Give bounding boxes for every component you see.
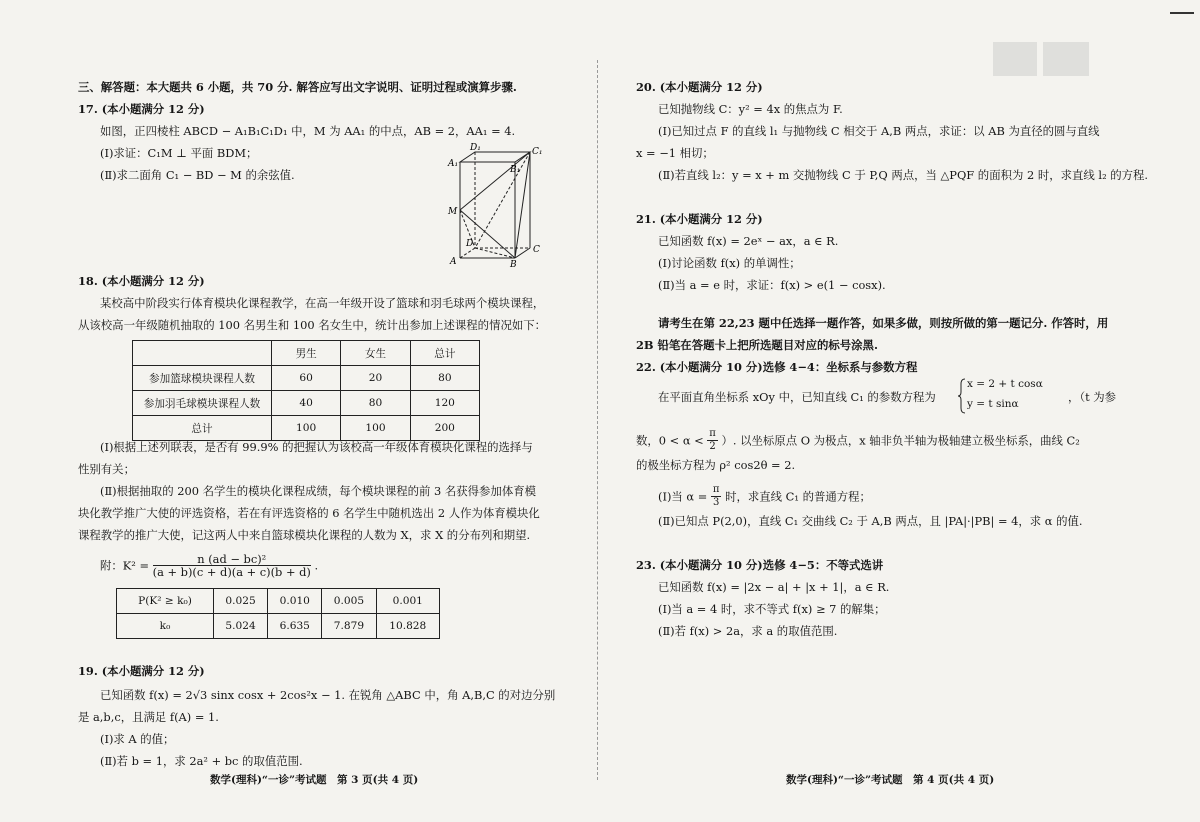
label-d: D [466, 239, 474, 249]
param-eq-x: x = 2 + t cosα [967, 378, 1043, 390]
q19-part2: (Ⅱ)若 b = 1，求 2a² + bc 的取值范围. [100, 754, 303, 768]
q19-part1: (Ⅰ)求 A 的值； [100, 732, 175, 746]
table-cell: 20 [341, 366, 410, 391]
pi-over-2 [707, 428, 718, 453]
q22-line2-prefix: 数，0 < α < [636, 433, 704, 448]
param-eq-y: y = t sinα [967, 398, 1019, 410]
table-cell: 100 [272, 416, 341, 441]
table-cell [133, 341, 272, 366]
q22-part2: (Ⅱ)已知点 P(2,0)，直线 C₁ 交曲线 C₂ 于 A,B 两点，且 |PA|·|PB| = 4，求 α 的值. [658, 514, 1083, 528]
table-cell: 60 [272, 366, 341, 391]
q18-part1-line2: 性别有关； [78, 462, 135, 476]
table-row [133, 416, 480, 441]
q22-part1 [658, 484, 871, 509]
q22-title: 22. (本小题满分 10 分)选修 4−4：坐标系与参数方程 [636, 360, 918, 374]
frac-den: 3 [712, 497, 720, 508]
table-header-row [133, 341, 480, 366]
pi-over-3 [711, 484, 722, 509]
left-page [0, 0, 598, 822]
q19-title: 19. (本小题满分 12 分) [78, 664, 205, 678]
q21-stem: 已知函数 f(x) = 2eˣ − ax，a ∈ R. [658, 234, 839, 248]
q17-part2: (Ⅱ)求二面角 C₁ − BD − M 的余弦值. [100, 168, 295, 182]
formula-suffix: . [314, 558, 319, 573]
q19-stem-line2: 是 a,b,c，且满足 f(A) = 1. [78, 710, 219, 724]
contingency-table [132, 340, 480, 441]
formula-prefix: 附：K² = [100, 558, 150, 573]
label-a1: A₁ [448, 159, 459, 169]
q23-stem: 已知函数 f(x) = |2x − a| + |x + 1|，a ∈ R. [658, 580, 890, 594]
label-d1: D₁ [470, 143, 481, 153]
chi-square-formula [100, 553, 318, 578]
label-b: B [510, 260, 517, 270]
elective-note-line2: 2B 铅笔在答题卡上把所选题目对应的标号涂黑. [636, 338, 878, 352]
q17-title: 17. (本小题满分 12 分) [78, 102, 205, 116]
label-c: C [533, 245, 540, 255]
q22-part1-suffix: 时，求直线 C₁ 的普通方程； [725, 489, 871, 504]
q18-part2-line1: (Ⅱ)根据抽取的 200 名学生的模块化课程成绩，每个模块课程的前 3 名获得参加体育模 [100, 484, 536, 498]
table-cell: 0.025 [214, 589, 268, 614]
frac-num: π [712, 484, 720, 495]
faint-stamp [993, 38, 1093, 80]
q20-stem: 已知抛物线 C：y² = 4x 的焦点为 F. [658, 102, 843, 116]
left-brace [958, 378, 966, 414]
q18-stem-line1: 某校高中阶段实行体育模块化课程教学，在高一年级开设了篮球和羽毛球两个模块课程， [100, 296, 545, 310]
table-cell: 5.024 [214, 614, 268, 639]
q22-stem-line1-suffix: ，（t 为参 [1068, 390, 1117, 404]
q18-part1-line1: (Ⅰ)根据上述列联表，是否有 99.9% 的把握认为该校高一年级体育模块化课程的选择与 [100, 440, 533, 454]
table-row [117, 589, 440, 614]
q17-stem: 如图，正四棱柱 ABCD − A₁B₁C₁D₁ 中，M 为 AA₁ 的中点，AB = 2，AA₁ = 4. [100, 124, 516, 138]
right-page [600, 0, 1200, 822]
q21-part1: (Ⅰ)讨论函数 f(x) 的单调性； [658, 256, 801, 270]
table-cell: 总计 [410, 341, 479, 366]
formula-denominator: (a + b)(c + d)(a + c)(b + d) [152, 565, 311, 579]
right-footer: 数学(理科)“一诊”考试题 第 4 页(共 4 页) [786, 774, 995, 786]
q18-title: 18. (本小题满分 12 分) [78, 274, 205, 288]
q18-part2-line3: 课程教学的推广大使，记这两人中来自篮球模块化课程的人数为 X，求 X 的分布列和期望. [78, 528, 531, 542]
left-footer: 数学(理科)“一诊”考试题 第 3 页(共 4 页) [210, 774, 419, 786]
table-cell: 80 [341, 391, 410, 416]
table-cell: 100 [341, 416, 410, 441]
q20-part1-line2: x = −1 相切； [636, 146, 714, 160]
q20-part2: (Ⅱ)若直线 l₂：y = x + m 交抛物线 C 于 P,Q 两点，当 △PQF 的面积为 2 时，求直线 l₂ 的方程. [658, 168, 1149, 182]
q21-title: 21. (本小题满分 12 分) [636, 212, 763, 226]
frac-den: 2 [709, 441, 716, 452]
prism-figure [440, 140, 550, 270]
section-header: 三、解答题：本大题共 6 小题，共 70 分. 解答应写出文字说明、证明过程或演算步骤. [78, 80, 517, 94]
label-a: A [450, 257, 457, 267]
table-cell: P(K² ≥ k₀) [117, 589, 214, 614]
table-cell: 10.828 [376, 614, 439, 639]
table-row [133, 366, 480, 391]
formula-numerator: n (ad − bc)² [153, 553, 311, 566]
q22-stem-line1-prefix: 在平面直角坐标系 xOy 中，已知直线 C₁ 的参数方程为 [658, 390, 936, 404]
q22-part1-prefix: (Ⅰ)当 α = [658, 489, 708, 504]
label-b1: B₁ [510, 165, 521, 175]
q22-stem-line3: 的极坐标方程为 ρ² cos2θ = 2. [636, 458, 796, 472]
table-cell: 7.879 [322, 614, 376, 639]
table-cell: 120 [410, 391, 479, 416]
table-cell: 0.001 [376, 589, 439, 614]
table-cell: 6.635 [268, 614, 322, 639]
elective-note-line1: 请考生在第 22,23 题中任选择一题作答，如果多做，则按所做的第一题记分. 作答时，用 [658, 316, 1109, 330]
frac-num: π [709, 428, 716, 439]
q18-stem-line2: 从该校高一年级随机抽取的 100 名男生和 100 名女生中，统计出参加上述课程的情况如下： [78, 318, 547, 332]
table-cell: 0.005 [322, 589, 376, 614]
q18-part2-line2: 块化教学推广大使的评选资格，若在有评选资格的 6 名学生中随机选出 2 人作为体育模块化 [78, 506, 540, 520]
q20-title: 20. (本小题满分 12 分) [636, 80, 763, 94]
table-cell: 男生 [272, 341, 341, 366]
label-m: M [448, 207, 458, 217]
table-cell: 女生 [341, 341, 410, 366]
label-c1: C₁ [532, 147, 543, 157]
table-cell: k₀ [117, 614, 214, 639]
q22-stem-line2 [636, 428, 1080, 453]
q20-part1-line1: (Ⅰ)已知过点 F 的直线 l₁ 与抛物线 C 相交于 A,B 两点，求证：以 AB 为直径的圆与直线 [658, 124, 1100, 138]
table-cell: 0.010 [268, 589, 322, 614]
table-row [117, 614, 440, 639]
q21-part2: (Ⅱ)当 a = e 时，求证：f(x) > e(1 − cosx). [658, 278, 886, 292]
formula-fraction [153, 553, 311, 578]
q22-line2-suffix: ）. 以坐标原点 O 为极点，x 轴非负半轴为极轴建立极坐标系，曲线 C₂ [721, 433, 1080, 448]
table-cell: 参加篮球模块课程人数 [133, 366, 272, 391]
critical-value-table [116, 588, 440, 639]
table-cell: 参加羽毛球模块课程人数 [133, 391, 272, 416]
table-cell: 总计 [133, 416, 272, 441]
q19-stem-line1: 已知函数 f(x) = 2√3 sinx cosx + 2cos²x − 1. 在锐角 △ABC 中，角 A,B,C 的对边分别 [100, 688, 556, 702]
table-row [133, 391, 480, 416]
table-cell: 40 [272, 391, 341, 416]
q17-part1: (Ⅰ)求证：C₁M ⊥ 平面 BDM； [100, 146, 258, 160]
q23-part2: (Ⅱ)若 f(x) > 2a，求 a 的取值范围. [658, 624, 838, 638]
q23-title: 23. (本小题满分 10 分)选修 4−5：不等式选讲 [636, 558, 884, 572]
q23-part1: (Ⅰ)当 a = 4 时，求不等式 f(x) ≥ 7 的解集； [658, 602, 886, 616]
table-cell: 80 [410, 366, 479, 391]
table-cell: 200 [410, 416, 479, 441]
